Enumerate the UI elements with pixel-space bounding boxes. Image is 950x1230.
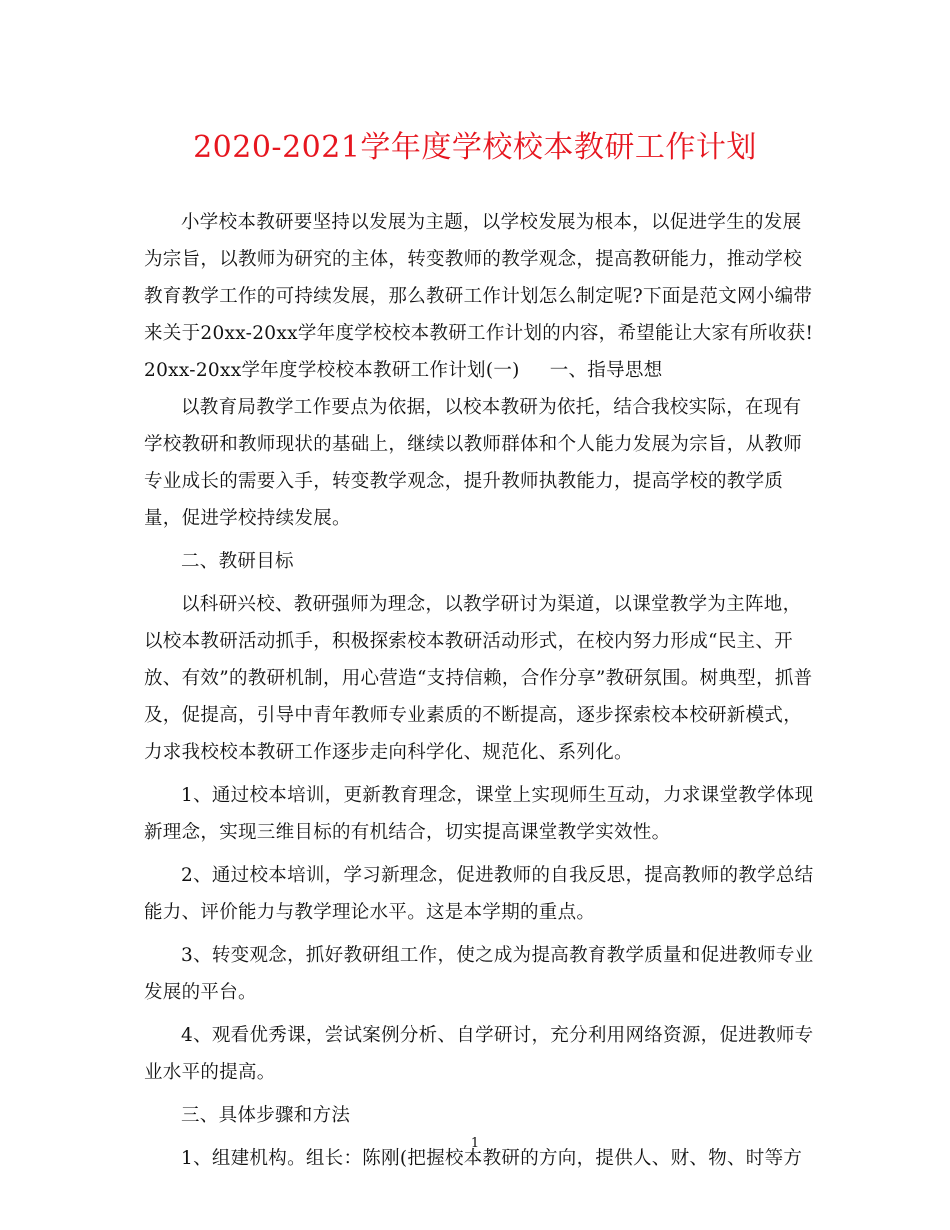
section2-heading: 二、教研目标 — [181, 551, 294, 572]
intro-paragraph: 小学校本教研要坚持以发展为主题，以学校发展为根本，以促进学生的发展为宗旨，以教师为研究的主体，转变教师的教学观念，提高教研能力，推动学校教育教学工作的可持续发展，那么教研工作计划怎么制定呢?下面是范文网小编带来关于20xx-20xx学年度学校校本教研工作计划的内容，希望能让大家有所收获! — [144, 212, 814, 344]
page-number: 1 — [470, 1136, 480, 1151]
section1-paragraph: 以教育局教学工作要点为依据，以校本教研为依托，结合我校实际，在现有学校教研和教师现状的基础上，继续以教师群体和个人能力发展为宗旨，从教师专业成长的需要入手，转变教学观念，提升教师执教能力，提高学校的教学质量，促进学校持续发展。 — [144, 397, 803, 529]
plan-heading-line — [144, 352, 814, 389]
section2-paragraph: 以科研兴校、教研强师为理念，以教学研讨为渠道，以课堂教学为主阵地，以校本教研活动抓手，积极探索校本教研活动形式，在校内努力形成“民主、开放、有效”的教研机制，用心营造“支持信赖，合作分享”教研氛围。树典型，抓普及，促提高，引导中青年教师专业素质的不断提高，逐步探索校本校研新模式，力求我校校本教研工作逐步走向科学化、规范化、系列化。 — [144, 594, 813, 763]
section3-heading: 三、具体步骤和方法 — [181, 1105, 351, 1126]
document-body — [144, 204, 814, 1177]
goal-item: 2、通过校本培训，学习新理念，促进教师的自我反思，提高教师的教学总结能力、评价能力与教学理论水平。这是本学期的重点。 — [144, 865, 814, 923]
goal-item: 4、观看优秀课，尝试案例分析、自学研讨，充分利用网络资源，促进教师专业水平的提高。 — [144, 1025, 814, 1083]
section3-item: 1、组建机构。组长：陈刚(把握校本教研的方向，提供人、财、物、时等方 — [181, 1148, 803, 1169]
goal-item: 1、通过校本培训，更新教育理念，课堂上实现师生互动，力求课堂教学体现新理念，实现三维目标的有机结合，切实提高课堂教学实效性。 — [144, 785, 814, 843]
plan-heading: 20xx-20xx学年度学校校本教研工作计划(一) — [144, 360, 520, 381]
section1-heading: 一、指导思想 — [549, 360, 663, 381]
goal-item: 3、转变观念，抓好教研组工作，使之成为提高教育教学质量和促进教师专业发展的平台。 — [144, 945, 814, 1003]
document-title: 2020-2021学年度学校校本教研工作计划 — [193, 130, 757, 165]
